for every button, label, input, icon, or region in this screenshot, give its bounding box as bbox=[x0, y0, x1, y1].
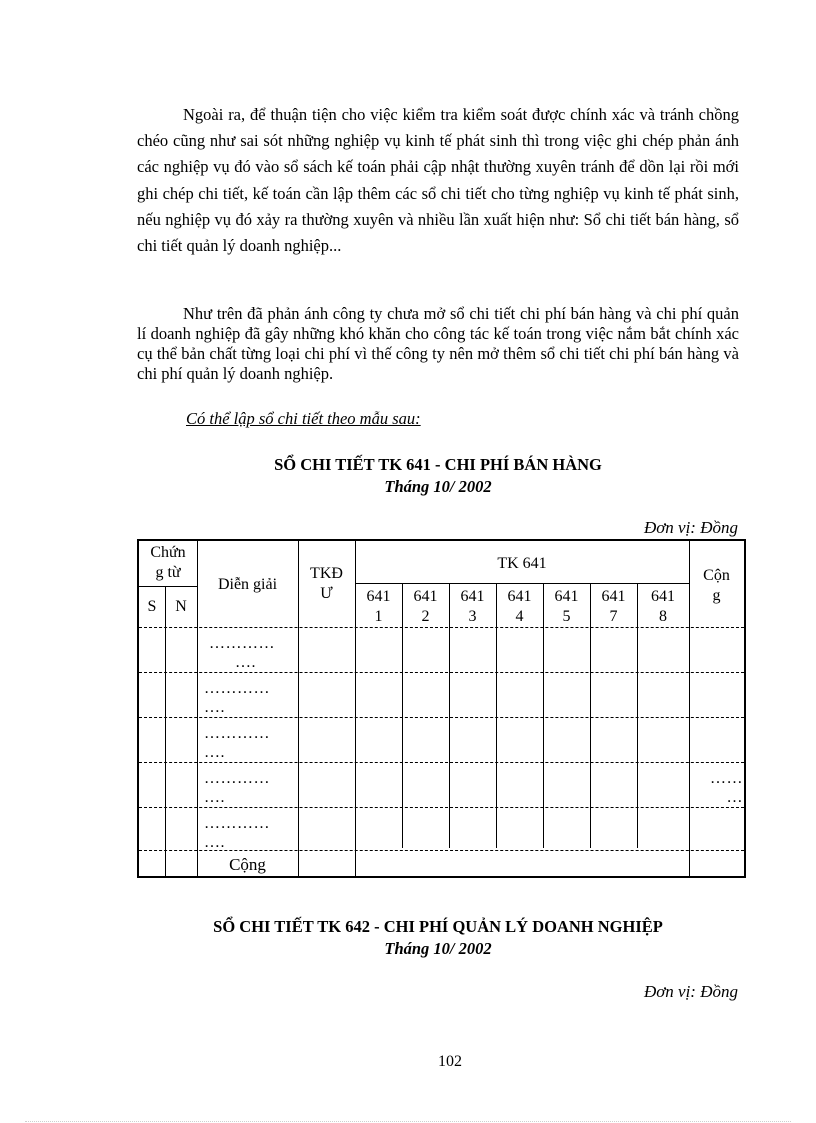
grid-line bbox=[139, 762, 744, 763]
header-dien-giai: Diễn giải bbox=[217, 576, 278, 593]
ledger-642-subtitle: Tháng 10/ 2002 bbox=[384, 939, 492, 958]
grid-line bbox=[139, 807, 744, 808]
header-tk641: TK 641 bbox=[497, 555, 547, 572]
ledger-641-title: SỔ CHI TIẾT TK 641 - CHI PHÍ BÁN HÀNG bbox=[274, 455, 602, 474]
grid-line bbox=[139, 627, 744, 628]
subaccount-6417: 641 7 bbox=[601, 588, 626, 625]
subaccount-6415: 641 5 bbox=[554, 588, 579, 625]
grid-line bbox=[139, 717, 744, 718]
page-number: 102 bbox=[438, 1053, 462, 1070]
row-1-dien-giai: ………… …. bbox=[209, 635, 275, 671]
paragraph-1: Ngoài ra, để thuận tiện cho việc kiểm tra kiểm soát được chính xác và tránh chồng chéo cũng như sai sót những nghiệp vụ kinh tế phát sinh thì trong việc ghi chép phản ánh các nghiệp vụ đó vào sổ sách kế toán phải cập nhật thường xuyên tránh để dồn lại rồi mới ghi chép chi tiết, kế toán cần lập thêm các sổ chi tiết cho từng nghiệp vụ kinh tế phát sinh, nếu nghiệp vụ đó xảy ra thường xuyên và nhiều lần xuất hiện như: Sổ chi tiết bán hàng, sổ chi tiết quản lý doanh nghiệp... bbox=[137, 105, 739, 256]
grid-line bbox=[139, 672, 744, 673]
header-tkdu: TKĐ Ư bbox=[310, 565, 343, 602]
intro-line: Có thể lập sổ chi tiết theo mẫu sau: bbox=[186, 409, 421, 428]
row-4-cong: …… … bbox=[710, 770, 743, 806]
row-4-dien-giai: ………… …. bbox=[204, 770, 270, 806]
page-bottom-rule bbox=[25, 1121, 791, 1122]
row-2-dien-giai: ………… …. bbox=[204, 680, 270, 716]
ledger-641-unit: Đơn vị: Đồng bbox=[643, 518, 738, 537]
ledger-642-unit: Đơn vị: Đồng bbox=[643, 982, 738, 1001]
header-n: N bbox=[175, 598, 187, 615]
paragraph-2: Như trên đã phản ánh công ty chưa mở sổ chi tiết chi phí bán hàng và chi phí quản lí doanh nghiệp đã gây những khó khăn cho công tác kế toán trong việc nắm bắt chính xác cụ thể bản chất từng loại chi phí vì thế công ty nên mở thêm sổ chi tiết chi phí bán hàng và chi phí quản lý doanh nghiệp. bbox=[137, 304, 739, 383]
subaccount-6414: 641 4 bbox=[507, 588, 532, 625]
subaccount-6413: 641 3 bbox=[460, 588, 485, 625]
subaccount-6411: 641 1 bbox=[366, 588, 391, 625]
grid-line bbox=[165, 586, 166, 876]
total-label: Cộng bbox=[229, 855, 266, 874]
row-5-dien-giai: ………… …. bbox=[204, 815, 270, 851]
grid-line bbox=[355, 583, 689, 584]
subaccount-6412: 641 2 bbox=[413, 588, 438, 625]
ledger-641-table bbox=[137, 539, 746, 878]
header-s: S bbox=[147, 598, 157, 615]
ledger-642-title: SỔ CHI TIẾT TK 642 - CHI PHÍ QUẢN LÝ DOANH NGHIỆP bbox=[213, 917, 663, 936]
header-chung-tu: Chứn g từ bbox=[150, 544, 186, 581]
row-3-dien-giai: ………… …. bbox=[204, 725, 270, 761]
grid-line bbox=[139, 586, 197, 587]
header-cong: Cộn g bbox=[703, 567, 730, 604]
subaccount-6418: 641 8 bbox=[651, 588, 675, 625]
ledger-641-subtitle: Tháng 10/ 2002 bbox=[384, 477, 492, 496]
